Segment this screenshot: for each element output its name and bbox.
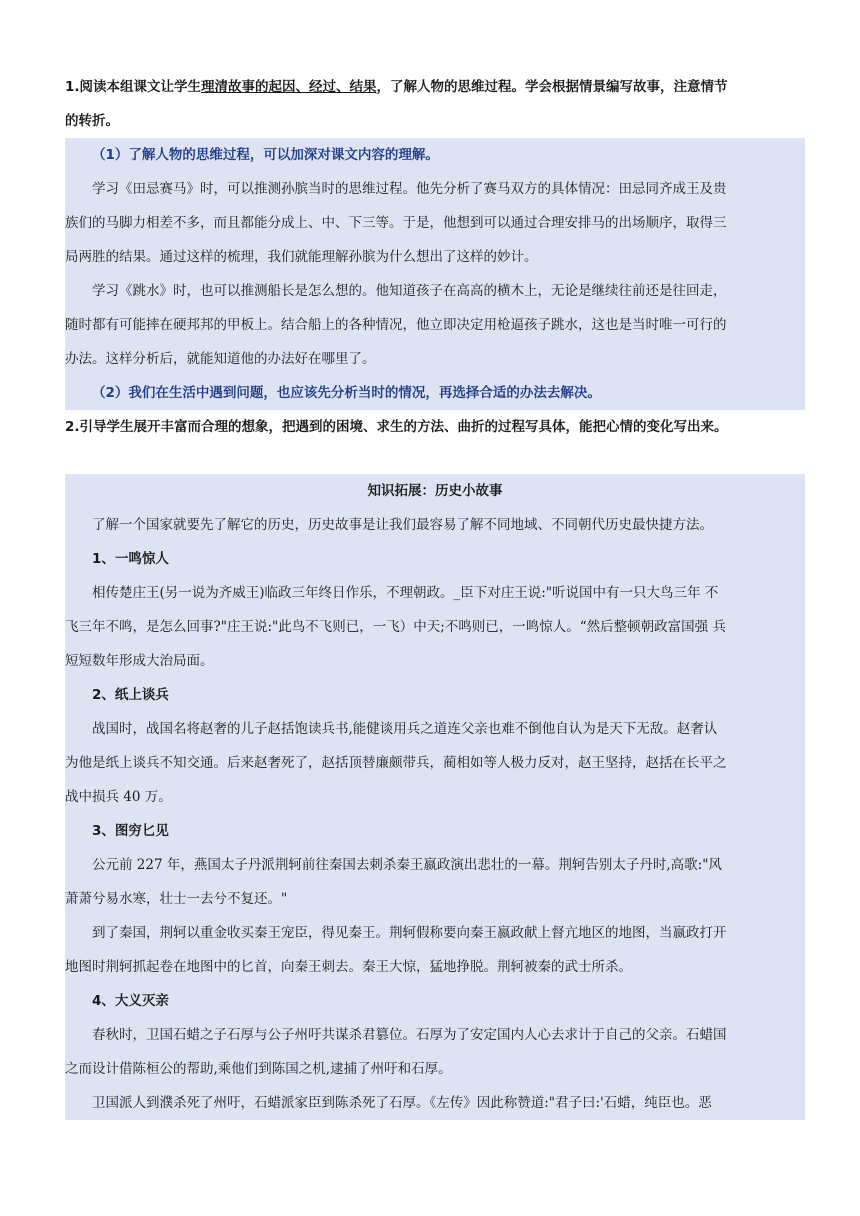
- objective-item-1-line-1: [65, 70, 805, 104]
- paragraph-line: 族们的马脚力相差不多，而且都能分成上、中、下三等。于是，他想到可以通过合理安排马的出场顺序，取得三: [65, 215, 727, 231]
- document-page: [65, 70, 805, 1120]
- objective-item-2: 2.引导学生展开丰富而合理的想象，把遇到的困境、求生的方法、曲折的过程写具体，能把心情的变化写出来。: [65, 419, 728, 435]
- underlined-text: 理清故事的起因、经过、结果: [201, 79, 377, 95]
- story-title-4: 4、大义灭亲: [92, 993, 169, 1009]
- story-line: 公元前 227 年，燕国太子丹派荆轲前往秦国去刺杀秦王嬴政演出悲壮的一幕。荆轲告别太子丹时,高歌:"风: [92, 857, 722, 873]
- item-number: 1.: [65, 79, 80, 95]
- paragraph-line: 学习《田忌赛马》时，可以推测孙膑当时的思维过程。他先分析了赛马双方的具体情况：田忌同齐成王及贵: [92, 181, 727, 197]
- explanation-box: [65, 138, 805, 410]
- story-line: 相传楚庄王(另一说为齐威王)临政三年终日作乐，不理朝政。_臣下对庄王说:"听说国中有一只大鸟三年 不: [92, 585, 719, 601]
- item-text: 阅读本组课文让学生: [79, 79, 202, 95]
- story-line: 之而设计借陈桓公的帮助,乘他们到陈国之机,逮捕了州吁和石厚。: [65, 1061, 452, 1077]
- item-text: ，了解人物的思维过程。学会根据情景编写故事，注意情节: [376, 79, 728, 95]
- story-line: 春秋时，卫国石蜡之子石厚与公子州吁共谋杀君篡位。石厚为了安定国内人心去求计于自己的父亲。石蜡国: [92, 1027, 727, 1043]
- story-title-3: 3、图穷匕见: [92, 823, 169, 839]
- subheading-1: （1）了解人物的思维过程，可以加深对课文内容的理解。: [92, 147, 439, 163]
- intro-line: 了解一个国家就要先了解它的历史，历史故事是让我们最容易了解不同地域、不同朝代历史最快捷方法。: [92, 517, 713, 533]
- story-line: 为他是纸上谈兵不知交通。后来赵奢死了，赵括顶替廉颇带兵，蔺相如等人极力反对，赵王坚持，赵括在长平之: [65, 755, 727, 771]
- story-line: 短短数年形成大治局面。: [65, 653, 214, 669]
- knowledge-extension-box: [65, 474, 805, 1120]
- paragraph-line: 随时都有可能摔在硬邦邦的甲板上。结合船上的各种情况，他立即决定用枪逼孩子跳水，这也是当时唯一可行的: [65, 317, 727, 333]
- paragraph-line: 学习《跳水》时，也可以推测船长是怎么想的。他知道孩子在高高的横木上，无论是继续往前还是往回走，: [92, 283, 727, 299]
- story-title-1: 1、一鸣惊人: [92, 551, 169, 567]
- paragraph-line: 局两胜的结果。通过这样的梳理，我们就能理解孙膑为什么想出了这样的妙计。: [65, 249, 538, 265]
- story-line: 卫国派人到濮杀死了州吁，石蜡派家臣到陈杀死了石厚。《左传》因此称赞道:"君子曰:'石蜡，纯臣也。恶: [92, 1095, 712, 1111]
- story-line: 地图时荆轲抓起卷在地图中的匕首，向秦王刺去。秦王大惊，猛地挣脱。荆轲被秦的武士所杀。: [65, 959, 632, 975]
- objective-item-1-line-2: 的转折。: [65, 113, 119, 129]
- story-line: 战国时，战国名将赵奢的儿子赵括饱读兵书,能健谈用兵之道连父亲也难不倒他自认为是天下无敌。赵奢认: [92, 721, 718, 737]
- story-line: 飞三年不鸣，是怎么回事?"庄王说:"此鸟不飞则已，一飞）中天;不鸣则已，一鸣惊人。“然后整顿朝政富国强 兵: [65, 619, 726, 635]
- section-title: 知识拓展：历史小故事: [367, 483, 503, 499]
- paragraph-line: 办法。这样分析后，就能知道他的办法好在哪里了。: [65, 351, 376, 367]
- story-line: 到了秦国，荆轲以重金收买秦王宠臣，得见秦王。荆轲假称要向秦王嬴政献上督亢地区的地图，当嬴政打开: [92, 925, 727, 941]
- story-line: 萧萧兮易水寒，壮士一去兮不复还。": [65, 891, 288, 907]
- story-line: 战中损兵 40 万。: [65, 789, 172, 805]
- story-title-2: 2、纸上谈兵: [92, 687, 169, 703]
- subheading-2: （2）我们在生活中遇到问题，也应该先分析当时的情况，再选择合适的办法去解决。: [92, 385, 601, 401]
